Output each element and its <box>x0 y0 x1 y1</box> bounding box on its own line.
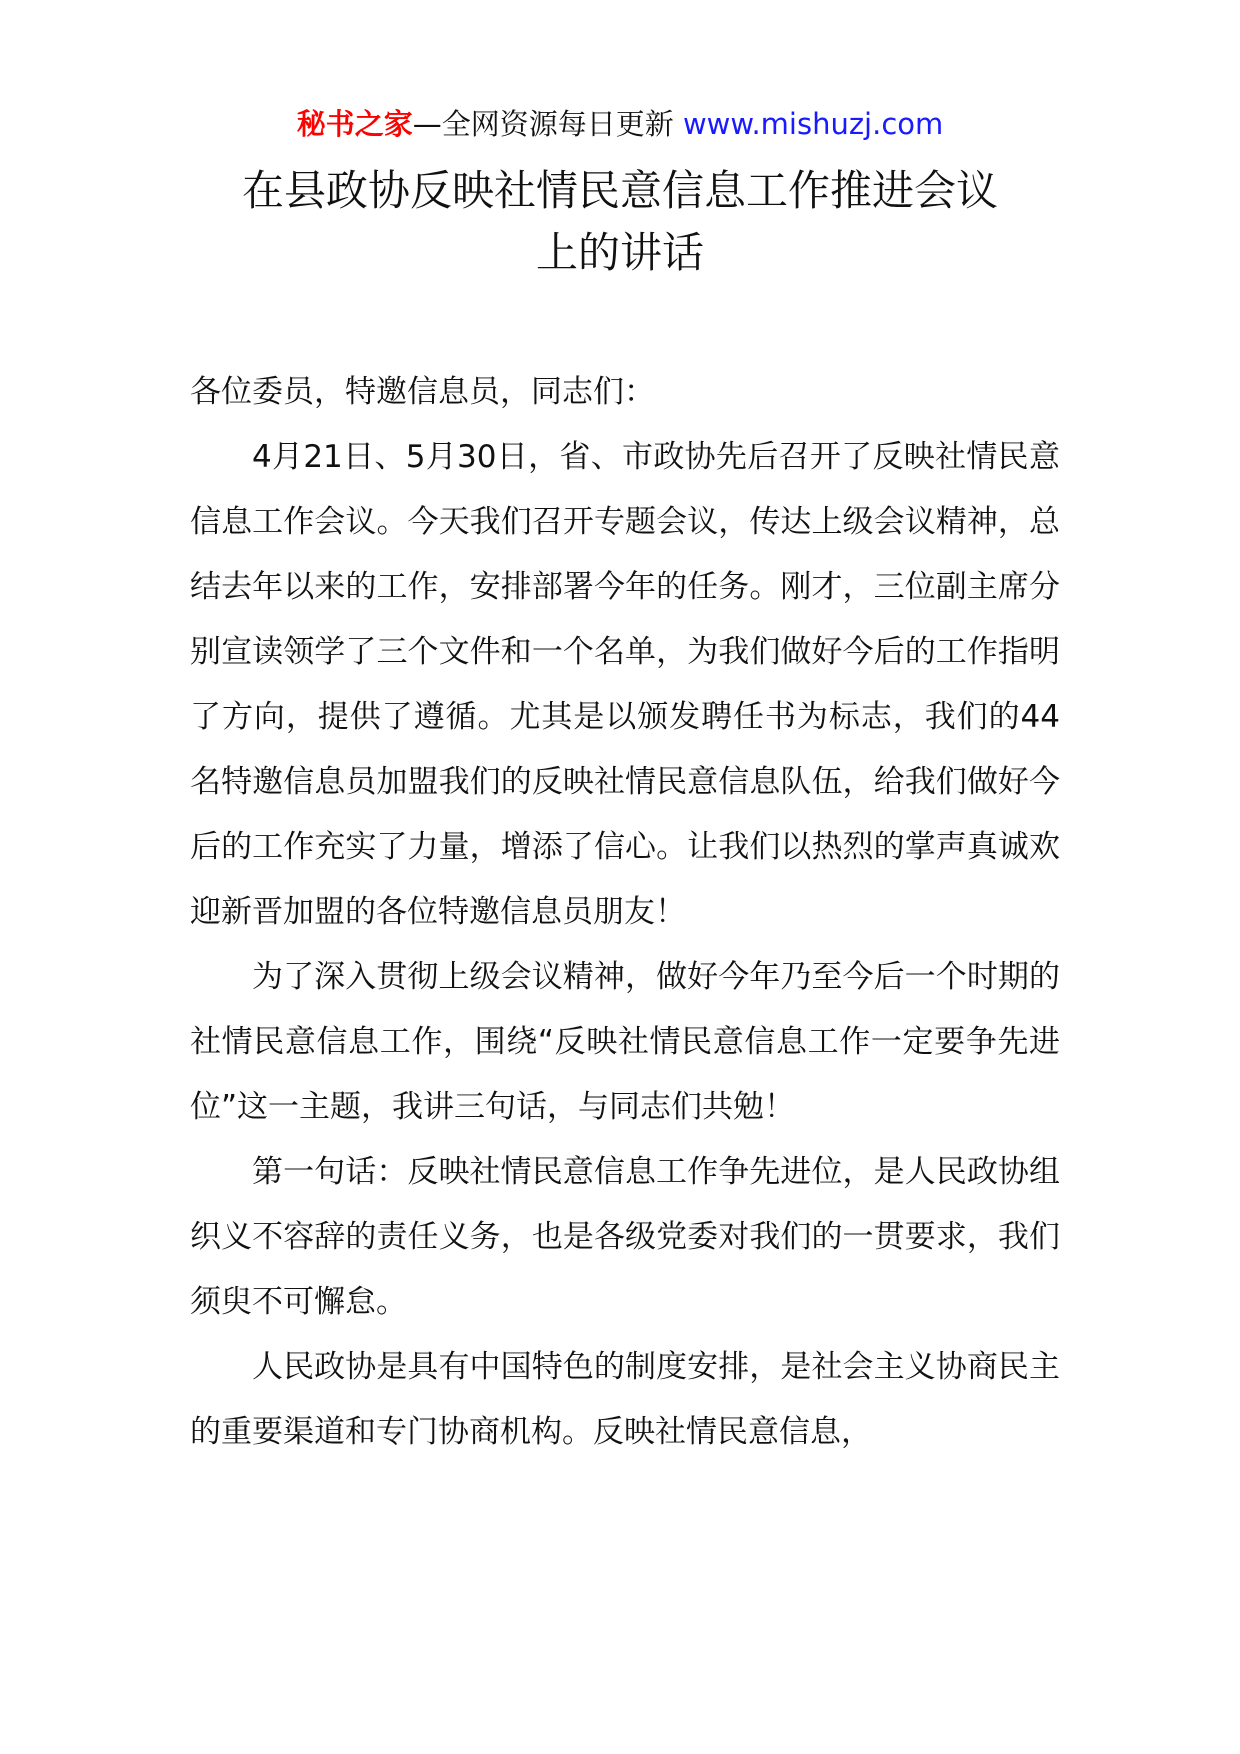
paragraph-4: 人民政协是具有中国特色的制度安排，是社会主义协商民主的重要渠道和专门协商机构。反映社情民意信息， <box>190 1349 1060 1450</box>
paragraph-1: 4月21日、5月30日，省、市政协先后召开了反映社情民意信息工作会议。今天我们召开专题会议，传达上级会议精神，总结去年以来的工作，安排部署今年的任务。刚才，三位副主席分别宣读领学了三个文件和一个名单，为我们做好今后的工作指明了方向，提供了遵循。尤其是以颁发聘任书为标志，我们的44名特邀信息员加盟我们的反映社情民意信息队伍，给我们做好今后的工作充实了力量，增添了信心。让我们以热烈的掌声真诚欢迎新晋加盟的各位特邀信息员朋友！ <box>190 439 1060 930</box>
site-header <box>0 100 1240 148</box>
title-line-1: 在县政协反映社情民意信息工作推进会议 <box>241 166 998 215</box>
paragraph-3: 第一句话：反映社情民意信息工作争先进位，是人民政协组织义不容辞的责任义务，也是各级党委对我们的一贯要求，我们须臾不可懈怠。 <box>190 1154 1060 1320</box>
site-url-link[interactable]: www.mishuzj.com <box>682 107 944 141</box>
brand-name: 秘书之家 <box>296 107 413 141</box>
paragraph-2: 为了深入贯彻上级会议精神，做好今年乃至今后一个时期的社情民意信息工作，围绕“反映社情民意信息工作一定要争先进位”这一主题，我讲三句话，与同志们共勉！ <box>190 959 1060 1125</box>
document-body <box>190 360 1060 1465</box>
title-line-2: 上的讲话 <box>535 228 704 277</box>
salutation: 各位委员，特邀信息员，同志们： <box>190 374 655 410</box>
header-tagline: —全网资源每日更新 <box>412 107 683 141</box>
document-title <box>190 160 1050 284</box>
